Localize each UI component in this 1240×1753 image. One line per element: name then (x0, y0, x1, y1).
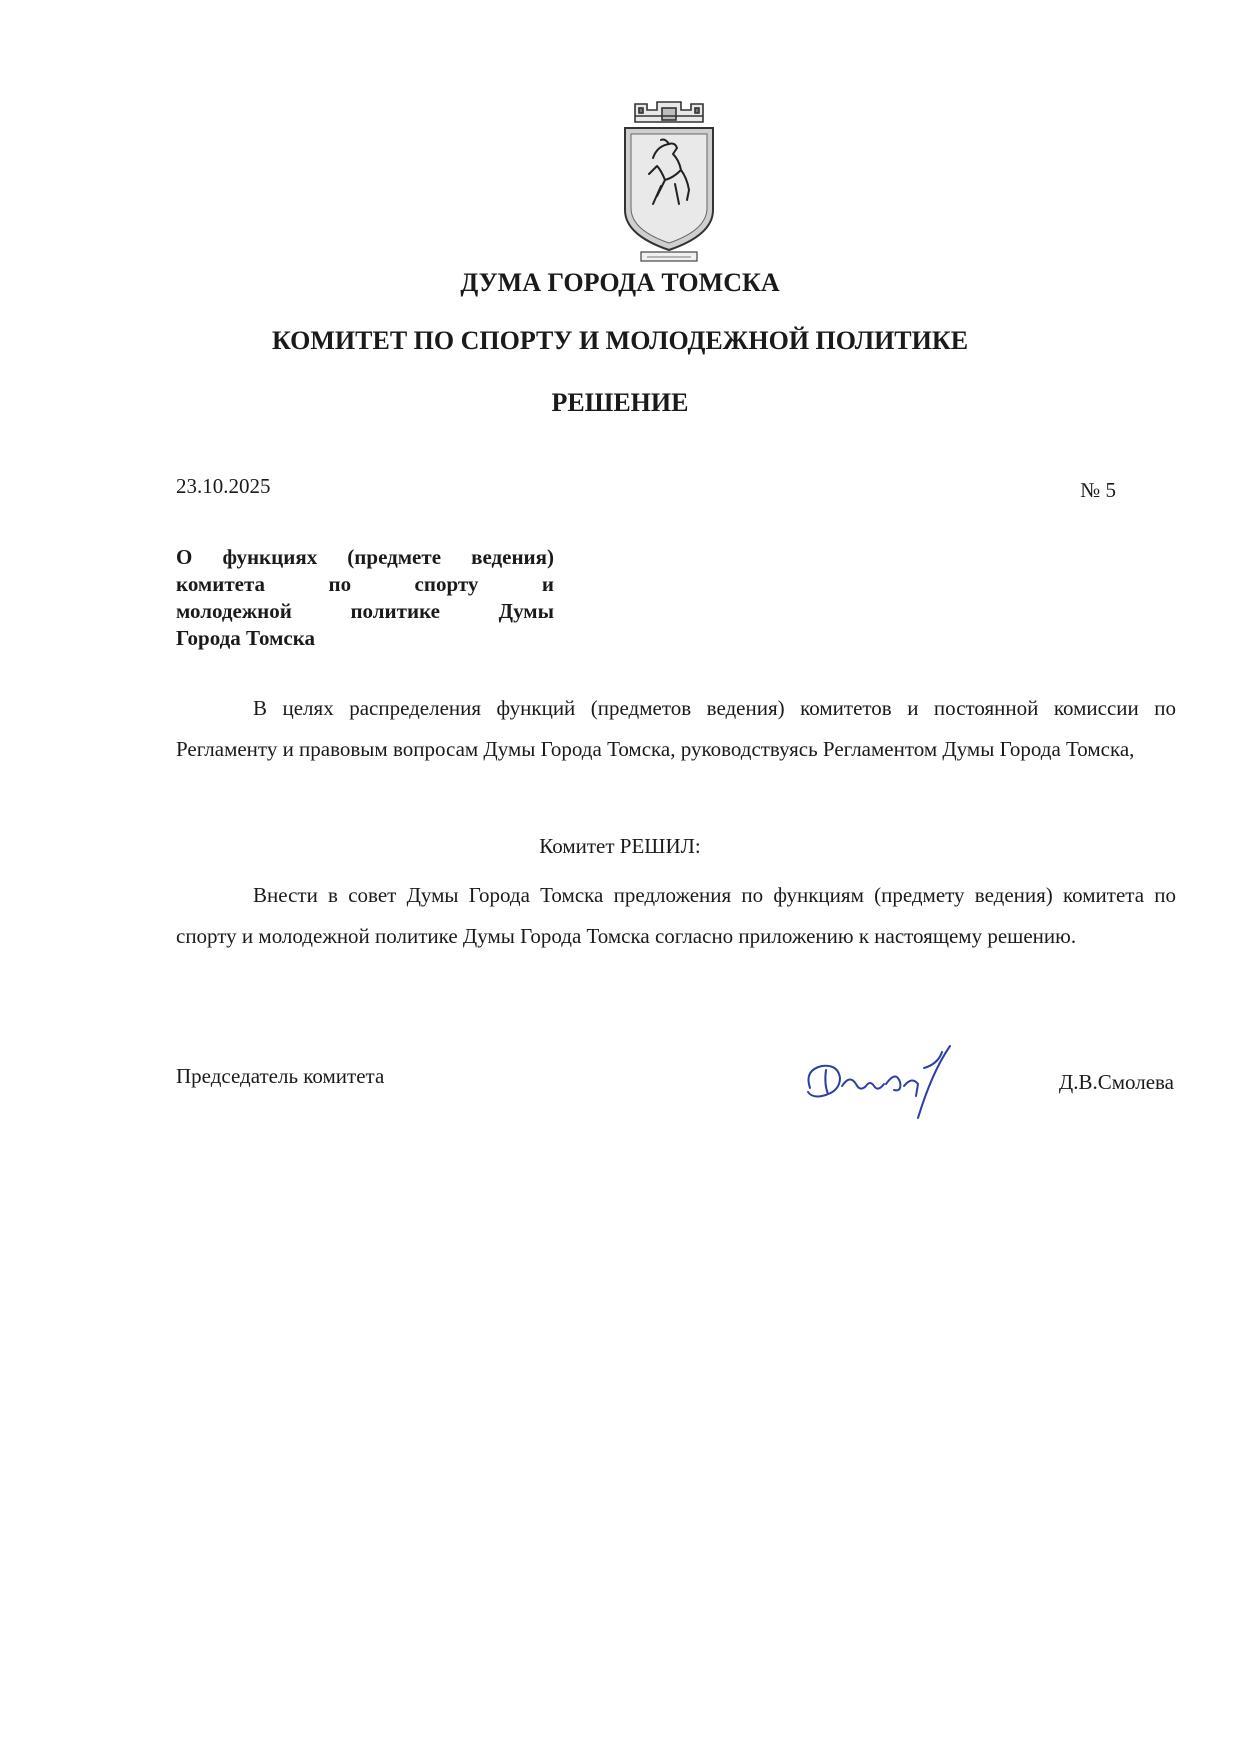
organization-title: ДУМА ГОРОДА ТОМСКА (460, 268, 780, 297)
document-subject (176, 544, 554, 652)
preamble-paragraph: В целях распределения функций (предметов ведения) комитетов и постоянной комиссии по Регламенту и правовым вопросам Думы Города Томска, руководствуясь Регламентом Думы Города Томска, (176, 696, 1176, 761)
subject-line: комитета по спорту и (176, 572, 554, 596)
subject-line: О функциях (предмете ведения) (176, 545, 554, 569)
subject-line: молодежной политике Думы (176, 599, 554, 623)
signer-name: Д.В.Смолева (1058, 1070, 1174, 1094)
signature-icon (800, 1040, 975, 1120)
document-type: РЕШЕНИЕ (551, 388, 689, 417)
document-number: № 5 (1080, 478, 1116, 502)
document-date: 23.10.2025 (176, 474, 271, 498)
committee-title: КОМИТЕТ ПО СПОРТУ И МОЛОДЕЖНОЙ ПОЛИТИКЕ (271, 326, 969, 355)
signer-role: Председатель комитета (176, 1064, 385, 1088)
coat-of-arms-icon (617, 100, 721, 264)
subject-line: Города Томска (176, 626, 316, 650)
resolved-heading: Комитет РЕШИЛ: (539, 834, 701, 858)
decision-paragraph: Внести в совет Думы Города Томска предложения по функциям (предмету ведения) комитета по спорту и молодежной политике Думы Города Томска согласно приложению к настоящему решению. (176, 883, 1176, 948)
